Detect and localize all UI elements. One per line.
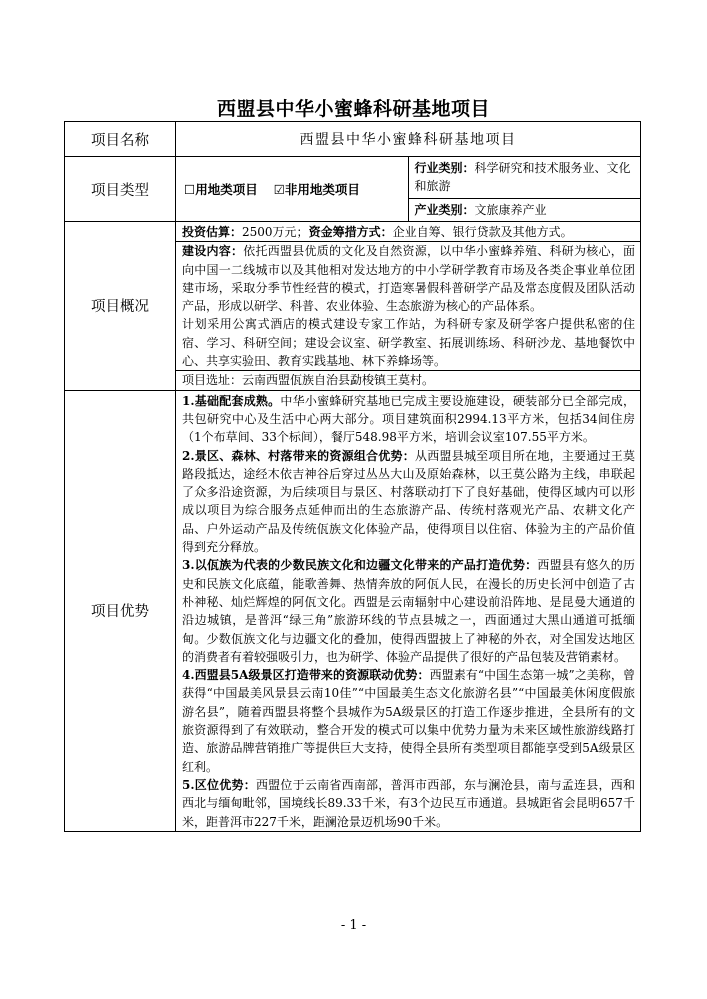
advantage-item xyxy=(182,392,635,447)
advantage-body: 从西盟县城至项目所在地，主要通过王莫路段抵达，途经木依吉神谷后穿过丛丛大山及原始森林，以王莫公路为主线，串联起了众多沿途资源，为后续项目与景区、村落联动打下了良好基础，使得区域内可以形成以项目为综合服务点延伸而出的生态旅游产品、传统村落观光产品、农耕文化产品、户外运动产品及传统佤族文化体验产品，使得项目以住宿、体验为主的产品价值得到充分释放。 xyxy=(182,448,635,555)
advantages-label: 项目优势 xyxy=(65,390,176,831)
project-type-options xyxy=(176,157,409,222)
construction-para xyxy=(182,242,635,315)
invest-label: 投资估算： xyxy=(182,225,243,239)
construction-para-2: 计划采用公寓式酒店的模式建设专家工作站，为科研专家及研学客户提供私密的住宿、学习、科研空间；建设会议室、研学教室、拓展训练场、科研沙龙、基地餐饮中心、共享实验田、教育实践基地、林下养蜂场等。 xyxy=(182,317,635,369)
row-overview xyxy=(65,222,641,391)
construction-section xyxy=(176,241,640,370)
advantage-head: 2.景区、森林、村落带来的资源组合优势： xyxy=(182,448,415,463)
advantage-item xyxy=(182,447,635,557)
industry-value: 科学研究和技术服务业、文化和旅游 xyxy=(414,161,631,193)
nonland-option-checkbox[interactable]: ☑非用地类项目 xyxy=(273,182,360,197)
invest-value: 2500万元； xyxy=(242,225,309,239)
advantage-head: 5.区位优势： xyxy=(182,777,256,792)
project-name-label: 项目名称 xyxy=(65,122,176,157)
funding-label: 资金筹措方式： xyxy=(308,225,393,239)
project-type-label: 项目类型 xyxy=(65,157,176,222)
advantage-body: 西盟县有悠久的历史和民族文化底蕴，能歌善舞、热情奔放的阿佤人民，在漫长的历史长河中创造了古朴神秘、灿烂辉煌的阿佤文化。西盟是云南辐射中心建设前沿阵地、是昆曼大通道的沿边城镇，是普洱“绿三角”旅游环线的节点县城之一，西面通过大黑山通道可抵缅甸。少数佤族文化与边疆文化的叠加，使得西盟披上了神秘的外衣，对全国发达地区的消费者有着较强吸引力，也为研学、体验产品提供了很好的产品包装及营销素材。 xyxy=(182,558,635,664)
advantage-head: 1.基础配套成熟。 xyxy=(182,393,281,408)
sector-value: 文旅康养产业 xyxy=(474,203,547,217)
row-project-name xyxy=(65,122,641,157)
industry-label: 行业类别： xyxy=(414,161,475,175)
advantage-body: 中华小蜜蜂研究基地已完成主要设施建设，硬装部分已全部完成，共包研究中心及生活中心两大部分。项目建筑面积2994.13平方米，包括34间住房（1个布草间、33个标间），餐厅548.98平方米，培训会议室107.55平方米。 xyxy=(182,393,635,445)
overview-label: 项目概况 xyxy=(65,222,176,391)
document-title: 西盟县中华小蜜蜂科研基地项目 xyxy=(216,98,490,120)
project-table xyxy=(64,121,641,832)
address-line: 项目选址：云南西盟佤族自治县勐梭镇王莫村。 xyxy=(176,370,640,389)
investment-line xyxy=(182,223,635,241)
overview-content xyxy=(176,222,641,391)
page-number: - 1 - xyxy=(340,918,367,933)
row-project-type xyxy=(65,157,641,222)
advantage-body: 西盟位于云南省西南部，普洱市西部，东与澜沧县，南与孟连县，西和西北与缅甸毗邻，国境线长89.33千米，有3个边民互市通道。县城距省会昆明657千米，距普洱市227千米，距澜沧景迈机场90千米。 xyxy=(182,777,635,829)
funding-value: 企业自筹、银行贷款及其他方式。 xyxy=(392,225,573,239)
row-advantages xyxy=(65,390,641,831)
advantage-item xyxy=(182,666,635,776)
construction-label: 建设内容： xyxy=(182,244,244,259)
advantage-item xyxy=(182,776,635,831)
advantage-item xyxy=(182,556,635,666)
construction-value: 依托西盟县优质的文化及自然资源，以中华小蜜蜂养殖、科研为核心，面向中国一二线城市以及其他相对发达地方的中小学研学教育市场及各类企事业单位团建市场，采取分季节性经营的模式，打造寒暑假科普研学产品及常态度假及团队活动产品，形成以研学、科普、农业体验、生态旅游为核心的产品体系。 xyxy=(182,244,635,314)
advantage-body: 西盟素有“中国生态第一城”之美称，曾获得“中国最美风景县云南10佳”“中国最美生态文化旅游名县”“中国最美休闲度假旅游名县”，随着西盟县将整个县城作为5A级景区的打造工作逐步推进，全县所有的文旅资源得到了有效联动，整合开发的模式可以集中优势力量为未来区域性旅游线路打造、旅游品牌营销推广等提供巨大支持，使得全县所有类型项目都能享受到5A级景区红利。 xyxy=(182,668,635,774)
project-name-value: 西盟县中华小蜜蜂科研基地项目 xyxy=(176,122,641,157)
advantages-content xyxy=(176,390,641,831)
advantage-head: 3.以佤族为代表的少数民族文化和边疆文化带来的产品打造优势： xyxy=(182,558,538,573)
category-cell xyxy=(408,157,641,222)
industry-category xyxy=(409,157,641,199)
advantage-head: 4.西盟县5A级景区打造带来的资源联动优势： xyxy=(182,668,430,683)
sector-category xyxy=(409,199,641,221)
sector-label: 产业类别： xyxy=(414,203,475,217)
land-option-checkbox[interactable]: ☐用地类项目 xyxy=(184,182,258,197)
